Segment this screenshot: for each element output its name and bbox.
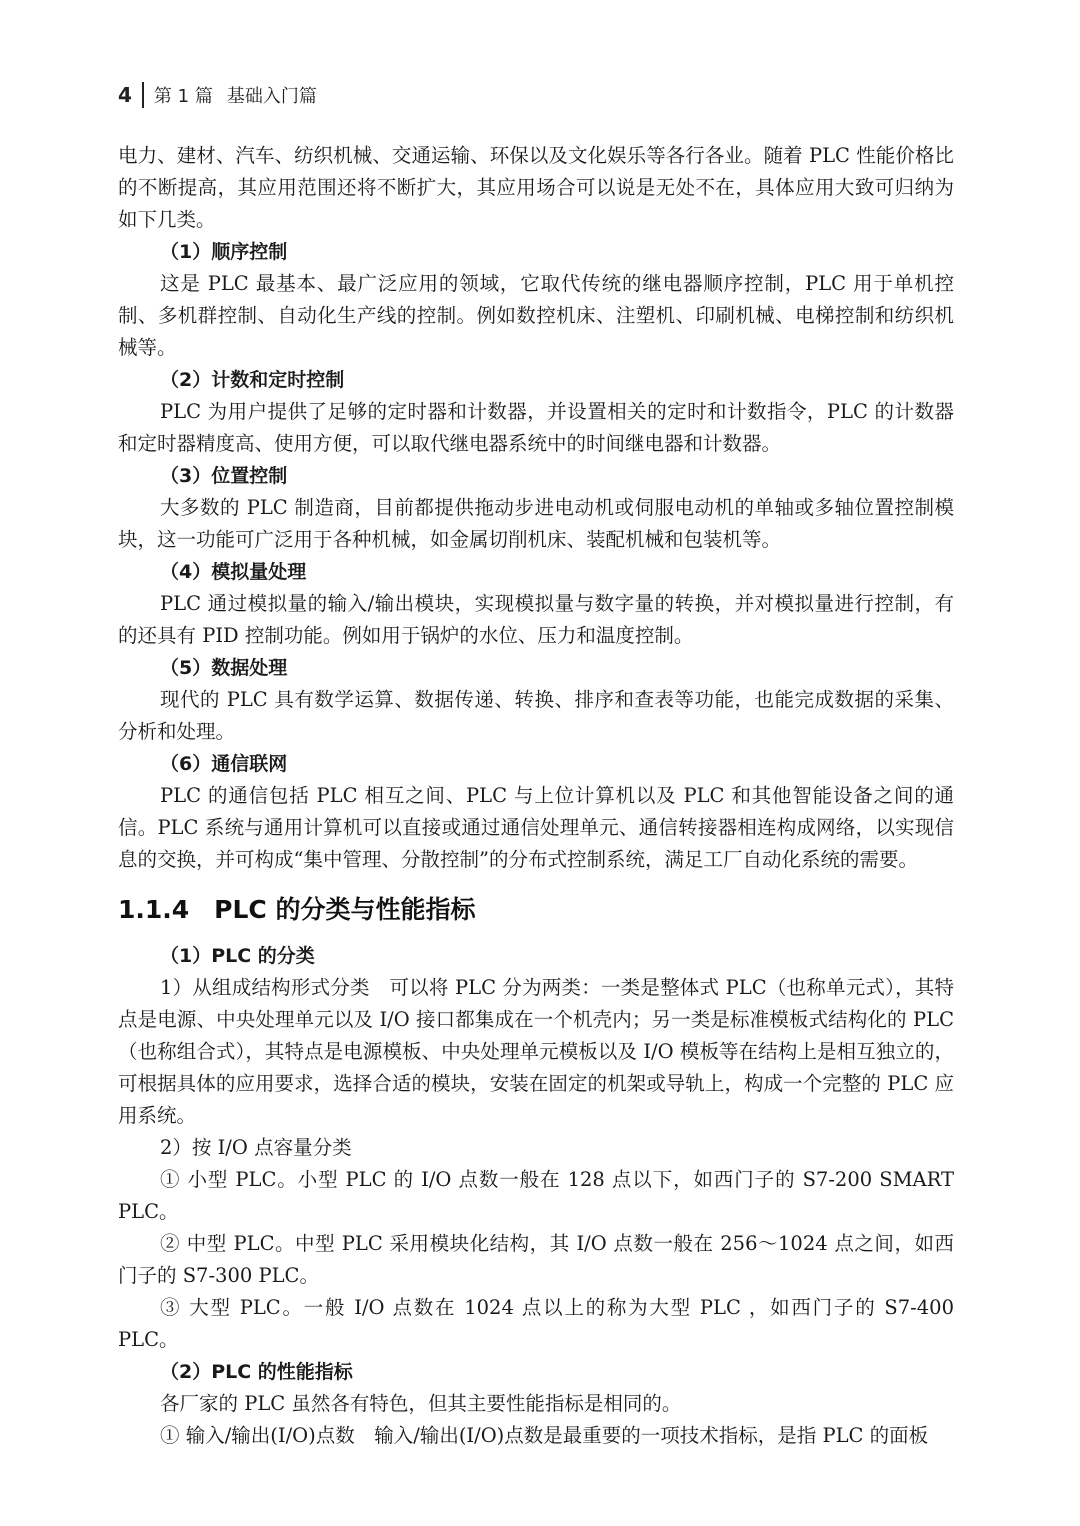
subheading: （4）模拟量处理 bbox=[160, 561, 307, 583]
header-divider bbox=[142, 82, 144, 108]
subheading: （2）PLC 的性能指标 bbox=[160, 1361, 353, 1383]
paragraph: 大多数的 PLC 制造商，目前都提供拖动步进电动机或伺服电动机的单轴或多轴位置控制模块，这一功能可广泛用于各种机械，如金属切削机床、装配机械和包装机等。 bbox=[118, 496, 954, 551]
paragraph: 现代的 PLC 具有数学运算、数据传递、转换、排序和查表等功能，也能完成数据的采集、分析和处理。 bbox=[118, 688, 954, 743]
paragraph: 各厂家的 PLC 虽然各有特色，但其主要性能指标是相同的。 bbox=[160, 1392, 682, 1415]
paragraph: PLC 通过模拟量的输入/输出模块，实现模拟量与数字量的转换，并对模拟量进行控制，有的还具有 PID 控制功能。例如用于锅炉的水位、压力和温度控制。 bbox=[118, 592, 954, 647]
list-item: ① 输入/输出(I/O)点数 输入/输出(I/O)点数是最重要的一项技术指标，是指 PLC 的面板 bbox=[160, 1424, 929, 1447]
subheading: （6）通信联网 bbox=[160, 753, 288, 775]
part-title: 基础入门篇 bbox=[226, 86, 317, 107]
subheading: （5）数据处理 bbox=[160, 657, 288, 679]
page-number: 4 bbox=[118, 83, 132, 107]
subheading: （1）PLC 的分类 bbox=[160, 945, 315, 967]
running-header bbox=[118, 82, 317, 108]
subheading: （1）顺序控制 bbox=[160, 241, 288, 263]
paragraph: PLC 为用户提供了足够的定时器和计数器，并设置相关的定时和计数指令，PLC 的计数器和定时器精度高、使用方便，可以取代继电器系统中的时间继电器和计数器。 bbox=[118, 400, 954, 455]
section-title: 1.1.4 PLC 的分类与性能指标 bbox=[118, 895, 476, 924]
paragraph: 电力、建材、汽车、纺织机械、交通运输、环保以及文化娱乐等各行各业。随着 PLC 性能价格比的不断提高，其应用范围还将不断扩大，其应用场合可以说是无处不在，具体应用大致可归纳为如下几类。 bbox=[118, 144, 954, 231]
list-item: ③ 大型 PLC。一般 I/O 点数在 1024 点以上的称为大型 PLC ，如西门子的 S7-400 PLC。 bbox=[118, 1296, 954, 1351]
paragraph: 1）从组成结构形式分类 可以将 PLC 分为两类：一类是整体式 PLC（也称单元式），其特点是电源、中央处理单元以及 I/O 接口都集成在一个机壳内；另一类是标准模板式结构化的 PLC（也称组合式），其特点是电源模板、中央处理单元模板以及 I/O 模板等在结构上是相互独立的，可根据具体的应用要求，选择合适的模块，安装在固定的机架或导轨上，构成一个完整的 PLC 应用系统。 bbox=[118, 976, 954, 1127]
paragraph: PLC 的通信包括 PLC 相互之间、PLC 与上位计算机以及 PLC 和其他智能设备之间的通信。PLC 系统与通用计算机可以直接或通过通信处理单元、通信转接器相连构成网络，以实现信息的交换，并可构成“集中管理、分散控制”的分布式控制系统，满足工厂自动化系统的需要。 bbox=[118, 784, 954, 871]
paragraph: 2）按 I/O 点容量分类 bbox=[160, 1136, 352, 1159]
list-item: ② 中型 PLC。中型 PLC 采用模块化结构，其 I/O 点数一般在 256～1024 点之间，如西门子的 S7-300 PLC。 bbox=[118, 1232, 954, 1287]
list-item: ① 小型 PLC。小型 PLC 的 I/O 点数一般在 128 点以下，如西门子的 S7-200 SMART PLC。 bbox=[118, 1168, 954, 1223]
part-label: 第 1 篇 bbox=[153, 86, 213, 107]
page-body bbox=[118, 140, 954, 1452]
subheading: （3）位置控制 bbox=[160, 465, 288, 487]
subheading: （2）计数和定时控制 bbox=[160, 369, 345, 391]
paragraph: 这是 PLC 最基本、最广泛应用的领域，它取代传统的继电器顺序控制，PLC 用于单机控制、多机群控制、自动化生产线的控制。例如数控机床、注塑机、印刷机械、电梯控制和纺织机械等。 bbox=[118, 272, 954, 359]
